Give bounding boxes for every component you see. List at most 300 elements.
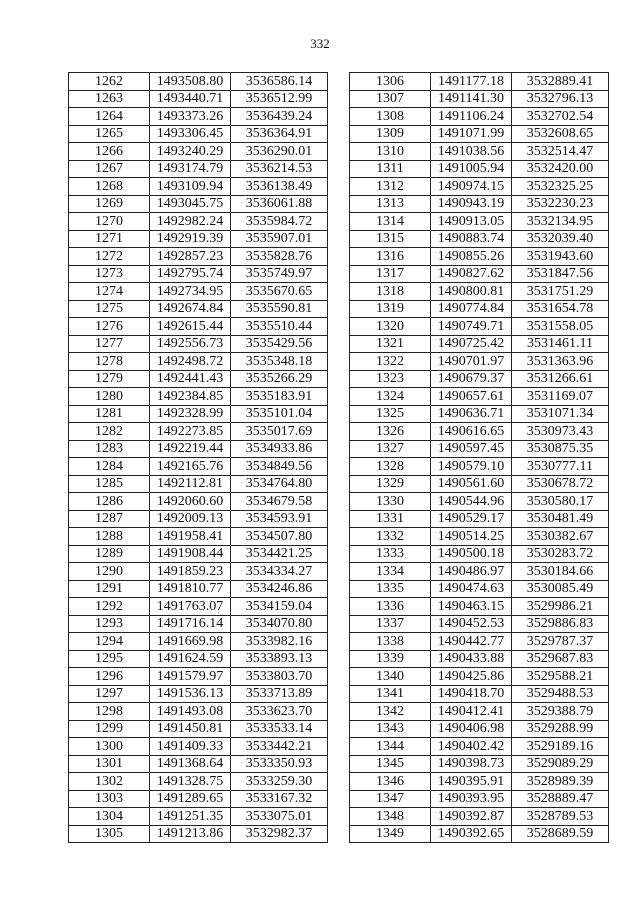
coordinates-table-right-body <box>350 73 609 843</box>
point-id-cell: 1312 <box>350 178 431 196</box>
y-coordinate-cell: 3532420.00 <box>512 160 609 178</box>
point-id-cell: 1289 <box>69 545 150 563</box>
table-row <box>69 685 328 703</box>
y-coordinate-cell: 3534421.25 <box>231 545 328 563</box>
table-row <box>69 283 328 301</box>
x-coordinate-cell: 1492441.43 <box>150 370 231 388</box>
y-coordinate-cell: 3534507.80 <box>231 528 328 546</box>
table-row <box>350 125 609 143</box>
y-coordinate-cell: 3532325.25 <box>512 178 609 196</box>
x-coordinate-cell: 1491368.64 <box>150 755 231 773</box>
y-coordinate-cell: 3531461.11 <box>512 335 609 353</box>
coordinates-table-left-body <box>69 73 328 843</box>
x-coordinate-cell: 1490463.15 <box>431 598 512 616</box>
point-id-cell: 1340 <box>350 668 431 686</box>
point-id-cell: 1267 <box>69 160 150 178</box>
point-id-cell: 1297 <box>69 685 150 703</box>
table-row <box>69 143 328 161</box>
table-row <box>350 720 609 738</box>
table-row <box>69 265 328 283</box>
y-coordinate-cell: 3530973.43 <box>512 423 609 441</box>
point-id-cell: 1322 <box>350 353 431 371</box>
y-coordinate-cell: 3529588.21 <box>512 668 609 686</box>
x-coordinate-cell: 1492857.23 <box>150 248 231 266</box>
point-id-cell: 1285 <box>69 475 150 493</box>
x-coordinate-cell: 1490544.96 <box>431 493 512 511</box>
y-coordinate-cell: 3536586.14 <box>231 73 328 91</box>
x-coordinate-cell: 1490579.10 <box>431 458 512 476</box>
y-coordinate-cell: 3536439.24 <box>231 108 328 126</box>
x-coordinate-cell: 1492328.99 <box>150 405 231 423</box>
point-id-cell: 1293 <box>69 615 150 633</box>
table-row <box>350 808 609 826</box>
point-id-cell: 1349 <box>350 825 431 843</box>
x-coordinate-cell: 1490395.91 <box>431 773 512 791</box>
table-row <box>69 440 328 458</box>
point-id-cell: 1306 <box>350 73 431 91</box>
point-id-cell: 1273 <box>69 265 150 283</box>
x-coordinate-cell: 1491859.23 <box>150 563 231 581</box>
x-coordinate-cell: 1490474.63 <box>431 580 512 598</box>
y-coordinate-cell: 3535590.81 <box>231 300 328 318</box>
x-coordinate-cell: 1491810.77 <box>150 580 231 598</box>
table-row <box>69 318 328 336</box>
table-row <box>350 633 609 651</box>
y-coordinate-cell: 3531751.29 <box>512 283 609 301</box>
x-coordinate-cell: 1491213.86 <box>150 825 231 843</box>
x-coordinate-cell: 1490393.95 <box>431 790 512 808</box>
point-id-cell: 1317 <box>350 265 431 283</box>
x-coordinate-cell: 1493174.79 <box>150 160 231 178</box>
table-row <box>350 580 609 598</box>
x-coordinate-cell: 1491493.08 <box>150 703 231 721</box>
y-coordinate-cell: 3535183.91 <box>231 388 328 406</box>
y-coordinate-cell: 3536138.49 <box>231 178 328 196</box>
point-id-cell: 1268 <box>69 178 150 196</box>
table-row <box>69 423 328 441</box>
table-row <box>350 335 609 353</box>
x-coordinate-cell: 1492273.85 <box>150 423 231 441</box>
x-coordinate-cell: 1491328.75 <box>150 773 231 791</box>
x-coordinate-cell: 1491536.13 <box>150 685 231 703</box>
x-coordinate-cell: 1490412.41 <box>431 703 512 721</box>
table-row <box>350 300 609 318</box>
point-id-cell: 1303 <box>69 790 150 808</box>
point-id-cell: 1295 <box>69 650 150 668</box>
point-id-cell: 1296 <box>69 668 150 686</box>
x-coordinate-cell: 1490774.84 <box>431 300 512 318</box>
y-coordinate-cell: 3530382.67 <box>512 528 609 546</box>
point-id-cell: 1335 <box>350 580 431 598</box>
point-id-cell: 1321 <box>350 335 431 353</box>
y-coordinate-cell: 3535984.72 <box>231 213 328 231</box>
point-id-cell: 1328 <box>350 458 431 476</box>
y-coordinate-cell: 3533350.93 <box>231 755 328 773</box>
y-coordinate-cell: 3531943.60 <box>512 248 609 266</box>
point-id-cell: 1330 <box>350 493 431 511</box>
y-coordinate-cell: 3536364.91 <box>231 125 328 143</box>
table-row <box>69 703 328 721</box>
table-row <box>69 598 328 616</box>
table-row <box>69 90 328 108</box>
x-coordinate-cell: 1493045.75 <box>150 195 231 213</box>
table-row <box>69 668 328 686</box>
y-coordinate-cell: 3534159.04 <box>231 598 328 616</box>
point-id-cell: 1288 <box>69 528 150 546</box>
x-coordinate-cell: 1493373.26 <box>150 108 231 126</box>
point-id-cell: 1263 <box>69 90 150 108</box>
y-coordinate-cell: 3534593.91 <box>231 510 328 528</box>
point-id-cell: 1313 <box>350 195 431 213</box>
x-coordinate-cell: 1490974.15 <box>431 178 512 196</box>
point-id-cell: 1348 <box>350 808 431 826</box>
x-coordinate-cell: 1490486.97 <box>431 563 512 581</box>
y-coordinate-cell: 3532230.23 <box>512 195 609 213</box>
point-id-cell: 1284 <box>69 458 150 476</box>
table-row <box>69 405 328 423</box>
table-row <box>350 108 609 126</box>
x-coordinate-cell: 1490749.71 <box>431 318 512 336</box>
y-coordinate-cell: 3535429.56 <box>231 335 328 353</box>
coordinates-table-right <box>349 72 609 843</box>
point-id-cell: 1339 <box>350 650 431 668</box>
point-id-cell: 1280 <box>69 388 150 406</box>
table-row <box>69 808 328 826</box>
point-id-cell: 1287 <box>69 510 150 528</box>
table-row <box>69 493 328 511</box>
table-row <box>350 388 609 406</box>
table-row <box>350 353 609 371</box>
y-coordinate-cell: 3532514.47 <box>512 143 609 161</box>
x-coordinate-cell: 1490725.42 <box>431 335 512 353</box>
x-coordinate-cell: 1491038.56 <box>431 143 512 161</box>
point-id-cell: 1294 <box>69 633 150 651</box>
point-id-cell: 1283 <box>69 440 150 458</box>
table-row <box>350 650 609 668</box>
point-id-cell: 1292 <box>69 598 150 616</box>
y-coordinate-cell: 3531071.34 <box>512 405 609 423</box>
y-coordinate-cell: 3536512.99 <box>231 90 328 108</box>
point-id-cell: 1290 <box>69 563 150 581</box>
x-coordinate-cell: 1492384.85 <box>150 388 231 406</box>
y-coordinate-cell: 3533442.21 <box>231 738 328 756</box>
y-coordinate-cell: 3533803.70 <box>231 668 328 686</box>
y-coordinate-cell: 3530184.66 <box>512 563 609 581</box>
point-id-cell: 1279 <box>69 370 150 388</box>
table-row <box>350 265 609 283</box>
x-coordinate-cell: 1491251.35 <box>150 808 231 826</box>
y-coordinate-cell: 3534246.86 <box>231 580 328 598</box>
y-coordinate-cell: 3536214.53 <box>231 160 328 178</box>
table-row <box>350 230 609 248</box>
point-id-cell: 1282 <box>69 423 150 441</box>
x-coordinate-cell: 1491450.81 <box>150 720 231 738</box>
table-row <box>69 528 328 546</box>
table-row <box>350 90 609 108</box>
y-coordinate-cell: 3535510.44 <box>231 318 328 336</box>
x-coordinate-cell: 1491579.97 <box>150 668 231 686</box>
table-row <box>69 353 328 371</box>
x-coordinate-cell: 1491071.99 <box>431 125 512 143</box>
x-coordinate-cell: 1492734.95 <box>150 283 231 301</box>
x-coordinate-cell: 1491409.33 <box>150 738 231 756</box>
table-row <box>350 248 609 266</box>
point-id-cell: 1278 <box>69 353 150 371</box>
y-coordinate-cell: 3528989.39 <box>512 773 609 791</box>
point-id-cell: 1334 <box>350 563 431 581</box>
point-id-cell: 1305 <box>69 825 150 843</box>
point-id-cell: 1315 <box>350 230 431 248</box>
y-coordinate-cell: 3535907.01 <box>231 230 328 248</box>
table-row <box>350 493 609 511</box>
point-id-cell: 1347 <box>350 790 431 808</box>
table-row <box>350 790 609 808</box>
x-coordinate-cell: 1490855.26 <box>431 248 512 266</box>
point-id-cell: 1266 <box>69 143 150 161</box>
y-coordinate-cell: 3534334.27 <box>231 563 328 581</box>
x-coordinate-cell: 1490500.18 <box>431 545 512 563</box>
table-row <box>69 370 328 388</box>
point-id-cell: 1336 <box>350 598 431 616</box>
x-coordinate-cell: 1493240.29 <box>150 143 231 161</box>
table-row <box>350 615 609 633</box>
point-id-cell: 1309 <box>350 125 431 143</box>
y-coordinate-cell: 3533167.32 <box>231 790 328 808</box>
y-coordinate-cell: 3533075.01 <box>231 808 328 826</box>
x-coordinate-cell: 1490943.19 <box>431 195 512 213</box>
point-id-cell: 1314 <box>350 213 431 231</box>
y-coordinate-cell: 3529089.29 <box>512 755 609 773</box>
point-id-cell: 1272 <box>69 248 150 266</box>
x-coordinate-cell: 1490913.05 <box>431 213 512 231</box>
table-row <box>350 178 609 196</box>
table-row <box>69 108 328 126</box>
x-coordinate-cell: 1490433.88 <box>431 650 512 668</box>
y-coordinate-cell: 3529189.16 <box>512 738 609 756</box>
x-coordinate-cell: 1490597.45 <box>431 440 512 458</box>
y-coordinate-cell: 3536290.01 <box>231 143 328 161</box>
x-coordinate-cell: 1491141.30 <box>431 90 512 108</box>
point-id-cell: 1269 <box>69 195 150 213</box>
y-coordinate-cell: 3529886.83 <box>512 615 609 633</box>
table-row <box>69 633 328 651</box>
y-coordinate-cell: 3528789.53 <box>512 808 609 826</box>
x-coordinate-cell: 1493440.71 <box>150 90 231 108</box>
y-coordinate-cell: 3528689.59 <box>512 825 609 843</box>
point-id-cell: 1316 <box>350 248 431 266</box>
point-id-cell: 1329 <box>350 475 431 493</box>
table-row <box>69 720 328 738</box>
point-id-cell: 1320 <box>350 318 431 336</box>
point-id-cell: 1323 <box>350 370 431 388</box>
point-id-cell: 1302 <box>69 773 150 791</box>
point-id-cell: 1324 <box>350 388 431 406</box>
y-coordinate-cell: 3532982.37 <box>231 825 328 843</box>
y-coordinate-cell: 3535017.69 <box>231 423 328 441</box>
table-row <box>69 300 328 318</box>
table-row <box>350 73 609 91</box>
table-row <box>350 160 609 178</box>
table-row <box>69 755 328 773</box>
point-id-cell: 1299 <box>69 720 150 738</box>
point-id-cell: 1332 <box>350 528 431 546</box>
table-row <box>69 650 328 668</box>
table-row <box>69 510 328 528</box>
x-coordinate-cell: 1491669.98 <box>150 633 231 651</box>
y-coordinate-cell: 3529288.99 <box>512 720 609 738</box>
y-coordinate-cell: 3529488.53 <box>512 685 609 703</box>
table-row <box>69 388 328 406</box>
table-row <box>350 318 609 336</box>
y-coordinate-cell: 3531847.56 <box>512 265 609 283</box>
table-row <box>350 703 609 721</box>
point-id-cell: 1346 <box>350 773 431 791</box>
x-coordinate-cell: 1492498.72 <box>150 353 231 371</box>
y-coordinate-cell: 3532608.65 <box>512 125 609 143</box>
y-coordinate-cell: 3530777.11 <box>512 458 609 476</box>
y-coordinate-cell: 3532702.54 <box>512 108 609 126</box>
point-id-cell: 1264 <box>69 108 150 126</box>
x-coordinate-cell: 1490679.37 <box>431 370 512 388</box>
x-coordinate-cell: 1490800.81 <box>431 283 512 301</box>
y-coordinate-cell: 3534933.86 <box>231 440 328 458</box>
x-coordinate-cell: 1491763.07 <box>150 598 231 616</box>
table-row <box>69 545 328 563</box>
point-id-cell: 1326 <box>350 423 431 441</box>
point-id-cell: 1344 <box>350 738 431 756</box>
table-row <box>69 160 328 178</box>
y-coordinate-cell: 3532889.41 <box>512 73 609 91</box>
point-id-cell: 1343 <box>350 720 431 738</box>
y-coordinate-cell: 3534070.80 <box>231 615 328 633</box>
y-coordinate-cell: 3533893.13 <box>231 650 328 668</box>
coordinates-table-left <box>68 72 328 843</box>
table-row <box>350 143 609 161</box>
table-row <box>69 738 328 756</box>
x-coordinate-cell: 1491958.41 <box>150 528 231 546</box>
x-coordinate-cell: 1491908.44 <box>150 545 231 563</box>
x-coordinate-cell: 1490392.65 <box>431 825 512 843</box>
x-coordinate-cell: 1492219.44 <box>150 440 231 458</box>
y-coordinate-cell: 3535670.65 <box>231 283 328 301</box>
table-row <box>69 475 328 493</box>
point-id-cell: 1300 <box>69 738 150 756</box>
table-row <box>69 615 328 633</box>
point-id-cell: 1304 <box>69 808 150 826</box>
table-row <box>69 580 328 598</box>
x-coordinate-cell: 1491289.65 <box>150 790 231 808</box>
x-coordinate-cell: 1490402.42 <box>431 738 512 756</box>
table-row <box>350 283 609 301</box>
y-coordinate-cell: 3533259.30 <box>231 773 328 791</box>
point-id-cell: 1337 <box>350 615 431 633</box>
table-row <box>350 458 609 476</box>
x-coordinate-cell: 1490827.62 <box>431 265 512 283</box>
table-row <box>69 125 328 143</box>
x-coordinate-cell: 1492795.74 <box>150 265 231 283</box>
x-coordinate-cell: 1490442.77 <box>431 633 512 651</box>
table-row <box>350 423 609 441</box>
y-coordinate-cell: 3529388.79 <box>512 703 609 721</box>
point-id-cell: 1342 <box>350 703 431 721</box>
y-coordinate-cell: 3535101.04 <box>231 405 328 423</box>
table-row <box>350 563 609 581</box>
y-coordinate-cell: 3529687.83 <box>512 650 609 668</box>
y-coordinate-cell: 3530875.35 <box>512 440 609 458</box>
point-id-cell: 1333 <box>350 545 431 563</box>
x-coordinate-cell: 1492919.39 <box>150 230 231 248</box>
x-coordinate-cell: 1490452.53 <box>431 615 512 633</box>
x-coordinate-cell: 1492060.60 <box>150 493 231 511</box>
x-coordinate-cell: 1493109.94 <box>150 178 231 196</box>
point-id-cell: 1265 <box>69 125 150 143</box>
x-coordinate-cell: 1492112.81 <box>150 475 231 493</box>
x-coordinate-cell: 1493306.45 <box>150 125 231 143</box>
table-row <box>69 248 328 266</box>
x-coordinate-cell: 1490529.17 <box>431 510 512 528</box>
y-coordinate-cell: 3535828.76 <box>231 248 328 266</box>
x-coordinate-cell: 1490425.86 <box>431 668 512 686</box>
point-id-cell: 1311 <box>350 160 431 178</box>
y-coordinate-cell: 3528889.47 <box>512 790 609 808</box>
point-id-cell: 1286 <box>69 493 150 511</box>
table-row <box>350 440 609 458</box>
table-row <box>350 825 609 843</box>
x-coordinate-cell: 1492556.73 <box>150 335 231 353</box>
table-row <box>350 755 609 773</box>
point-id-cell: 1307 <box>350 90 431 108</box>
table-row <box>350 738 609 756</box>
x-coordinate-cell: 1493508.80 <box>150 73 231 91</box>
table-row <box>350 195 609 213</box>
x-coordinate-cell: 1491005.94 <box>431 160 512 178</box>
point-id-cell: 1301 <box>69 755 150 773</box>
point-id-cell: 1318 <box>350 283 431 301</box>
table-row <box>350 370 609 388</box>
table-row <box>350 598 609 616</box>
table-row <box>69 213 328 231</box>
table-row <box>350 510 609 528</box>
table-row <box>69 230 328 248</box>
y-coordinate-cell: 3531169.07 <box>512 388 609 406</box>
x-coordinate-cell: 1490392.87 <box>431 808 512 826</box>
table-row <box>69 73 328 91</box>
y-coordinate-cell: 3531363.96 <box>512 353 609 371</box>
table-row <box>69 335 328 353</box>
point-id-cell: 1331 <box>350 510 431 528</box>
table-row <box>350 405 609 423</box>
y-coordinate-cell: 3530678.72 <box>512 475 609 493</box>
point-id-cell: 1298 <box>69 703 150 721</box>
x-coordinate-cell: 1490418.70 <box>431 685 512 703</box>
point-id-cell: 1262 <box>69 73 150 91</box>
x-coordinate-cell: 1492615.44 <box>150 318 231 336</box>
table-row <box>350 475 609 493</box>
y-coordinate-cell: 3529986.21 <box>512 598 609 616</box>
point-id-cell: 1310 <box>350 143 431 161</box>
point-id-cell: 1274 <box>69 283 150 301</box>
point-id-cell: 1277 <box>69 335 150 353</box>
x-coordinate-cell: 1492009.13 <box>150 510 231 528</box>
point-id-cell: 1319 <box>350 300 431 318</box>
table-row <box>350 668 609 686</box>
point-id-cell: 1281 <box>69 405 150 423</box>
x-coordinate-cell: 1492165.76 <box>150 458 231 476</box>
y-coordinate-cell: 3533713.89 <box>231 685 328 703</box>
y-coordinate-cell: 3530580.17 <box>512 493 609 511</box>
y-coordinate-cell: 3534849.56 <box>231 458 328 476</box>
y-coordinate-cell: 3529787.37 <box>512 633 609 651</box>
